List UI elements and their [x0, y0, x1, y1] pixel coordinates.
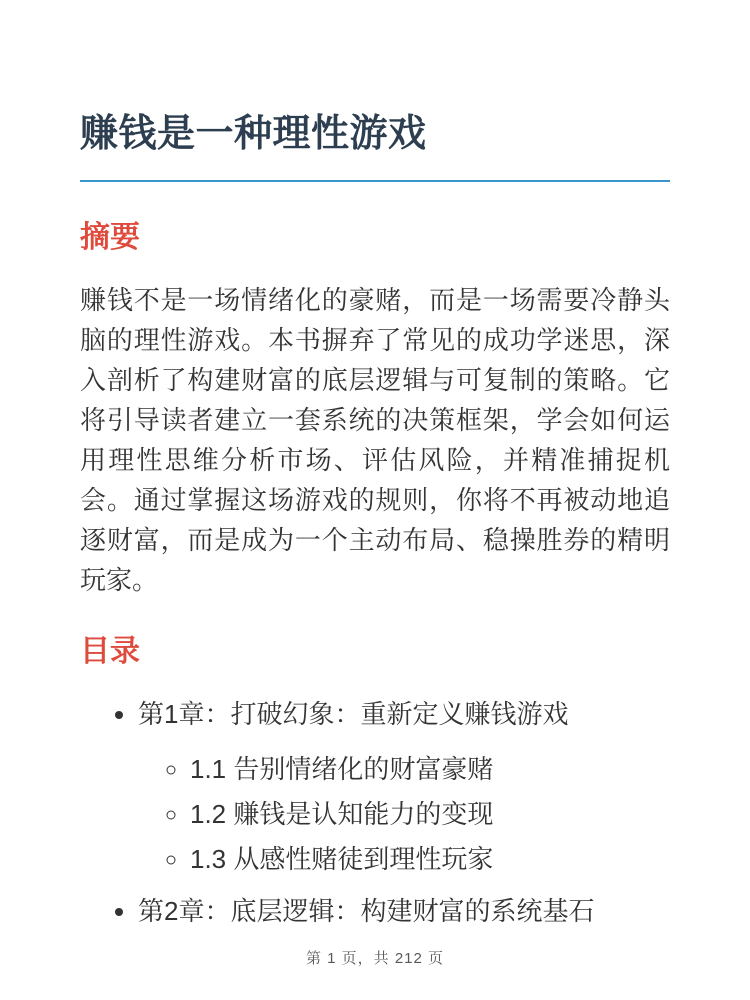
abstract-paragraph: 赚钱不是一场情绪化的豪赌，而是一场需要冷静头脑的理性游戏。本书摒弃了常见的成功学迷思，深入剖析了构建财富的底层逻辑与可复制的策略。它将引导读者建立一套系统的决策框架，学会如何运用理性思维分析市场、评估风险，并精准捕捉机会。通过掌握这场游戏的规则，你将不再被动地追逐财富，而是成为一个主动布局、稳操胜券的精明玩家。 — [80, 285, 670, 595]
toc-item-1-3: ◦ 1.3 从感性赌徒到理性玩家 — [190, 839, 670, 879]
toc-list — [80, 694, 670, 931]
toc-chapter-1 — [138, 694, 670, 879]
page-title: 赚钱是一种理性游戏 — [80, 0, 670, 182]
toc-heading: 目录 — [80, 635, 140, 668]
page-number: 第 1 页，共 212 页 — [305, 950, 445, 967]
toc-item-1-2: ◦ 1.2 赚钱是认知能力的变现 — [190, 794, 670, 834]
toc-chapter-1-label: 第1章：打破幻象：重新定义赚钱游戏 — [138, 699, 569, 729]
toc-chapter-2 — [138, 891, 670, 931]
toc-chapter-2-label: 第2章：底层逻辑：构建财富的系统基石 — [138, 896, 595, 926]
toc-chapter-1-sublist — [138, 749, 670, 879]
abstract-heading: 摘要 — [80, 221, 140, 254]
toc-item-1-1: ◦ 1.1 告别情绪化的财富豪赌 — [190, 749, 670, 789]
